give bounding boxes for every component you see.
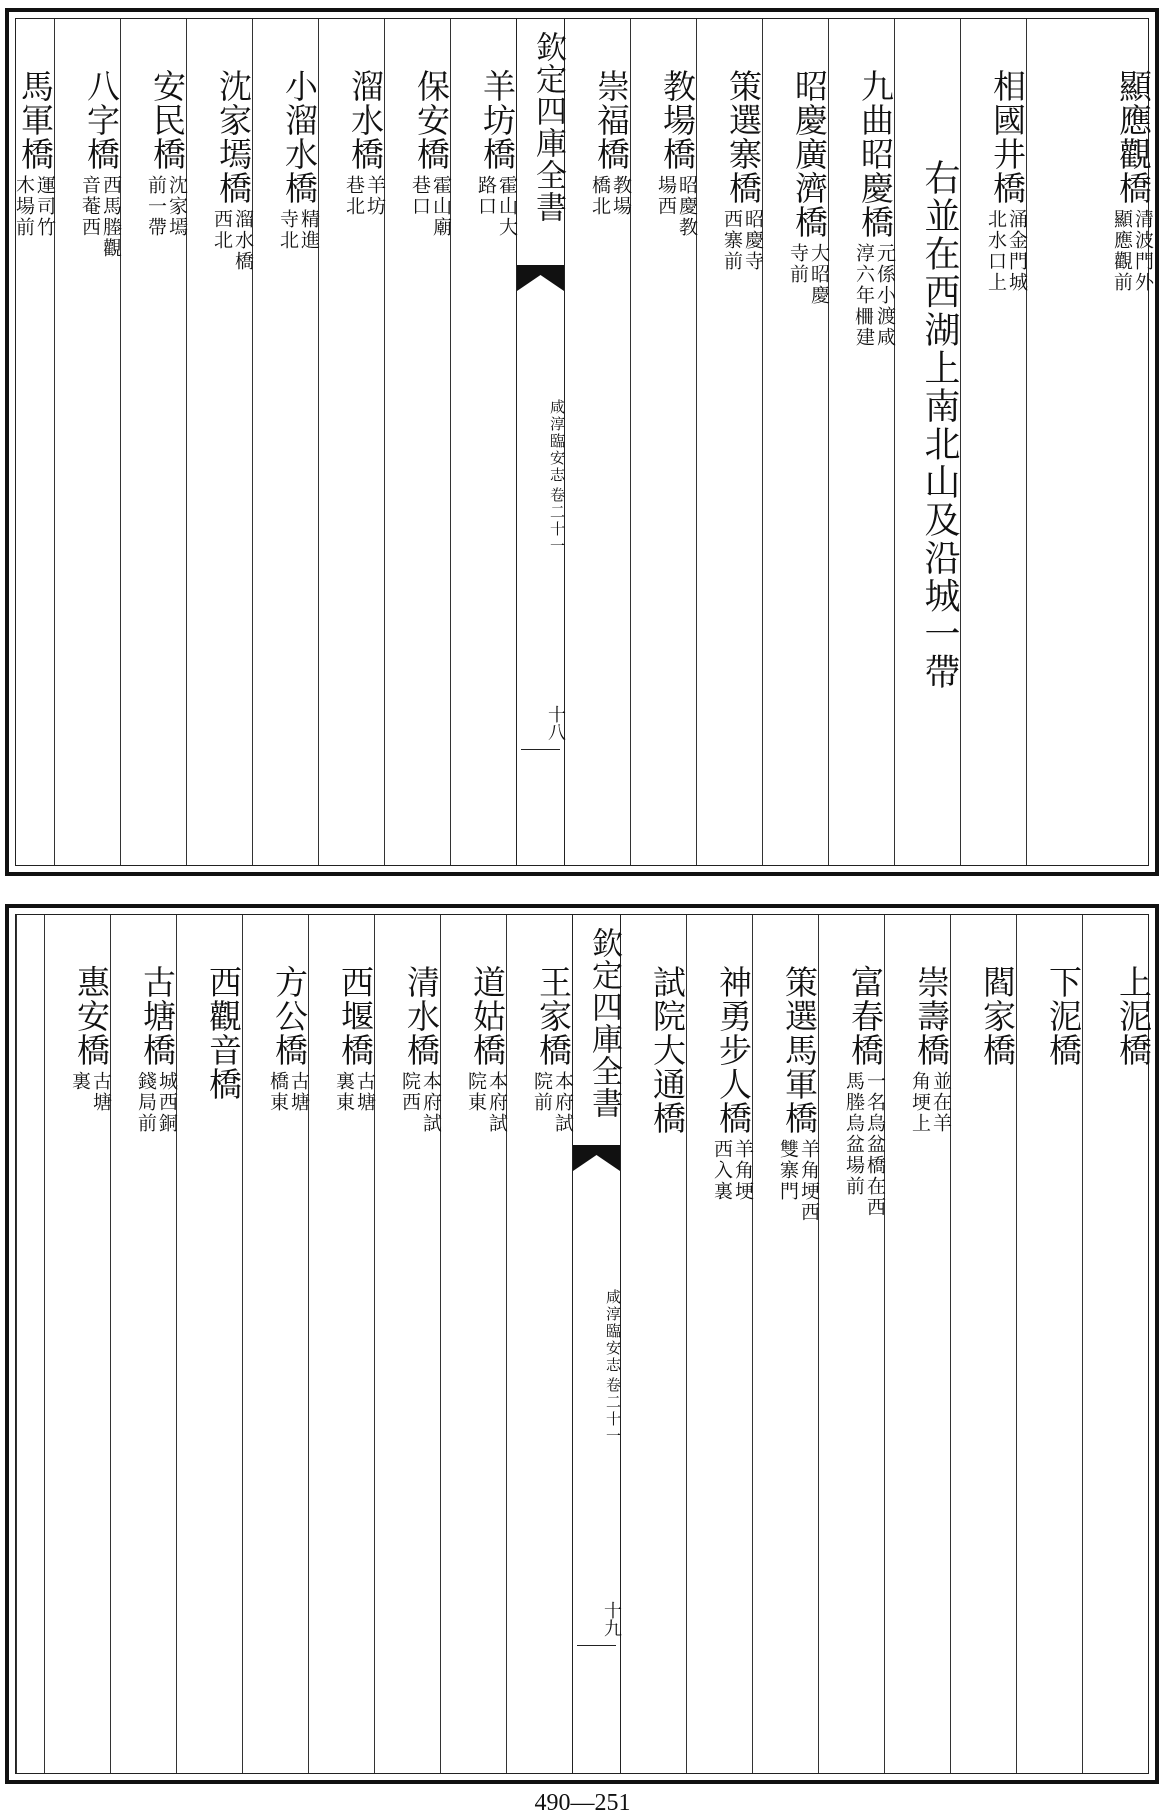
chapter-volume: 卷二十一	[548, 487, 566, 555]
annotation: 元係小渡咸	[874, 243, 896, 348]
annotation: 寺北	[277, 209, 299, 251]
bridge-name: 羊坊橋	[478, 69, 517, 171]
text-column	[44, 915, 110, 1773]
annotation: 羊角埂西	[798, 1139, 820, 1223]
annotation: 大昭慶	[808, 243, 830, 306]
bridge-name: 溜水橋	[346, 69, 385, 171]
annotation: 西寨前	[721, 209, 743, 272]
bridge-name: 西堰橋	[336, 965, 375, 1067]
bridge-name: 安民橋	[148, 69, 187, 171]
text-column	[884, 915, 950, 1773]
text-column	[252, 19, 318, 865]
annotation: 雙寨門	[777, 1139, 799, 1202]
annotation: 清波門外	[1132, 209, 1154, 293]
text-column	[308, 915, 374, 1773]
annotation: 橋東	[267, 1071, 289, 1113]
annotation: 溜水橋	[232, 209, 254, 272]
bridge-name: 八字橋	[82, 69, 121, 171]
bridge-name: 方公橋	[270, 965, 309, 1067]
annotation: 本府試	[552, 1071, 574, 1134]
top-page	[5, 8, 1159, 876]
text-column	[828, 19, 894, 865]
bridge-name: 道姑橋	[468, 965, 507, 1067]
annotation: 西北	[211, 209, 233, 251]
annotation: 沈家墕	[166, 175, 188, 238]
text-column	[752, 915, 818, 1773]
text-column	[318, 19, 384, 865]
section-heading: 右並在西湖上南北山及沿城一帶	[919, 159, 960, 691]
text-column	[950, 915, 1016, 1773]
text-column	[440, 915, 506, 1773]
text-column	[564, 19, 630, 865]
annotation: 院東	[465, 1071, 487, 1113]
text-column	[1026, 19, 1152, 865]
bridge-name: 崇福橋	[592, 69, 631, 171]
chapter-title: 咸淳臨安志	[604, 1289, 622, 1374]
top-page-frame	[13, 18, 1154, 866]
bridge-name: 策選馬軍橋	[780, 965, 819, 1135]
bridge-name: 九曲昭慶橋	[856, 69, 895, 239]
chapter-label	[573, 1289, 620, 1445]
annotation: 霍山廟	[430, 175, 452, 238]
annotation: 昭慶寺	[742, 209, 764, 272]
text-column	[54, 19, 120, 865]
bridge-name: 閻家橋	[978, 965, 1017, 1067]
text-column	[506, 915, 572, 1773]
bridge-name: 馬軍橋	[16, 69, 55, 171]
annotation: 一名烏盆橋在西	[864, 1071, 886, 1218]
annotation: 教場	[610, 175, 632, 217]
annotation: 巷北	[343, 175, 365, 217]
annotation: 裏東	[333, 1071, 355, 1113]
bridge-name: 西觀音橋	[204, 965, 243, 1101]
text-column	[762, 19, 828, 865]
bottom-page	[5, 904, 1159, 1784]
annotation: 羊角埂	[732, 1139, 754, 1202]
annotation: 本府試	[420, 1071, 442, 1134]
annotation: 城西銅	[156, 1071, 178, 1134]
fishtail-mark	[517, 265, 564, 291]
bridge-name: 試院大通橋	[648, 965, 687, 1135]
annotation: 裏	[69, 1071, 91, 1092]
text-column	[960, 19, 1026, 865]
annotation: 並在羊	[930, 1071, 952, 1134]
bridge-name: 上泥橋	[1114, 965, 1153, 1067]
annotation: 涌金門城	[1006, 209, 1028, 293]
folio-number: 十九	[601, 1601, 622, 1637]
annotation: 淳六年𣑭建	[853, 243, 875, 348]
annotation: 錢局前	[135, 1071, 157, 1134]
chapter-label	[517, 399, 564, 555]
text-column	[1016, 915, 1082, 1773]
text-column	[242, 915, 308, 1773]
bridge-name: 相國井橋	[988, 69, 1027, 205]
annotation: 前一帶	[145, 175, 167, 238]
annotation: 精進	[298, 209, 320, 251]
section-heading-column	[894, 19, 960, 865]
blank-column	[16, 915, 44, 1773]
bridge-name: 古塘橋	[138, 965, 177, 1067]
text-column	[384, 19, 450, 865]
center-fold	[516, 19, 564, 865]
annotation: 角埂上	[909, 1071, 931, 1134]
text-column	[374, 915, 440, 1773]
annotation: 院西	[399, 1071, 421, 1113]
folio-rule	[577, 1645, 616, 1646]
text-column	[110, 915, 176, 1773]
annotation: 橋北	[589, 175, 611, 217]
bridge-name: 教場橋	[658, 69, 697, 171]
bottom-page-frame	[15, 914, 1153, 1774]
annotation: 霍山大	[496, 175, 518, 238]
annotation: 昭慶教	[676, 175, 698, 238]
bridge-name: 昭慶廣濟橋	[790, 69, 829, 239]
annotation: 羊坊	[364, 175, 386, 217]
bridge-name: 策選寨橋	[724, 69, 763, 205]
text-column	[818, 915, 884, 1773]
bridge-name: 保安橋	[412, 69, 451, 171]
annotation: 本府試	[486, 1071, 508, 1134]
text-column	[13, 19, 56, 865]
annotation: 顯應觀前	[1111, 209, 1133, 293]
annotation: 巷口	[409, 175, 431, 217]
annotation: 木場前	[13, 175, 35, 238]
annotation: 古塘	[354, 1071, 376, 1113]
text-column	[630, 19, 696, 865]
fishtail-mark	[573, 1145, 620, 1171]
text-column	[176, 915, 242, 1773]
annotation: 院前	[531, 1071, 553, 1113]
text-column	[620, 915, 686, 1773]
center-fold	[572, 915, 620, 1773]
page-number-footer: 490—251	[534, 1790, 631, 1816]
annotation: 寺前	[787, 243, 809, 285]
bridge-name: 王家橋	[534, 965, 573, 1067]
annotation: 古塘	[288, 1071, 310, 1113]
bridge-name: 顯應觀橋	[1114, 69, 1153, 205]
annotation: 音菴西	[79, 175, 101, 238]
library-title: 欽定四庫全書	[530, 31, 566, 223]
library-title: 欽定四庫全書	[586, 927, 622, 1119]
annotation: 場西	[655, 175, 677, 217]
bridge-name: 富春橋	[846, 965, 885, 1067]
annotation: 西入裏	[711, 1139, 733, 1202]
text-column	[120, 19, 186, 865]
text-column	[696, 19, 762, 865]
folio-number: 十八	[545, 705, 566, 741]
bridge-name: 崇壽橋	[912, 965, 951, 1067]
annotation: 運司竹	[34, 175, 56, 238]
bridge-name: 神勇步人橋	[714, 965, 753, 1135]
bridge-name: 清水橋	[402, 965, 441, 1067]
annotation: 西馬塍觀	[100, 175, 122, 259]
chapter-title: 咸淳臨安志	[548, 399, 566, 484]
text-column	[686, 915, 752, 1773]
annotation: 路口	[475, 175, 497, 217]
annotation: 馬塍烏盆場前	[843, 1071, 865, 1197]
text-column	[186, 19, 252, 865]
bridge-name: 惠安橋	[72, 965, 111, 1067]
annotation: 北水口上	[985, 209, 1007, 293]
annotation: 古塘	[90, 1071, 112, 1113]
text-column	[450, 19, 516, 865]
text-column	[1082, 915, 1152, 1773]
chapter-volume: 卷二十一	[604, 1377, 622, 1445]
folio-rule	[521, 749, 560, 750]
bridge-name: 下泥橋	[1044, 965, 1083, 1067]
bridge-name: 沈家墕橋	[214, 69, 253, 205]
bridge-name: 小溜水橋	[280, 69, 319, 205]
